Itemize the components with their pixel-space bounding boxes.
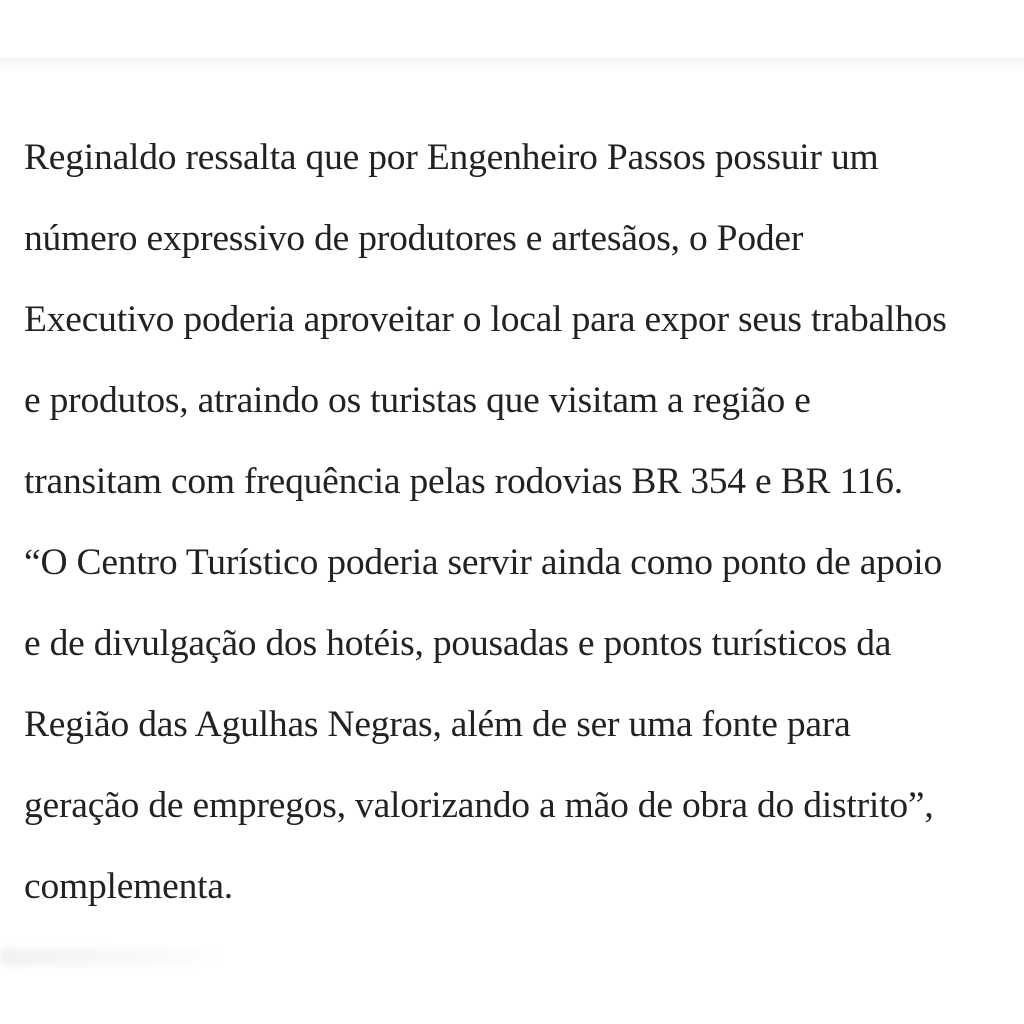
bottom-divider-shadow <box>0 948 230 966</box>
paragraph-line: complementa. <box>24 866 233 907</box>
paragraph-line: e de divulgação dos hotéis, pousadas e pontos turísticos da <box>24 623 892 664</box>
paragraph-line: “O Centro Turístico poderia servir ainda como ponto de apoio <box>24 542 943 583</box>
paragraph-line: Região das Agulhas Negras, além de ser uma fonte para <box>24 704 851 745</box>
paragraph-line: número expressivo de produtores e artesãos, o Poder <box>24 218 804 259</box>
paragraph-line: geração de empregos, valorizando a mão de obra do distrito”, <box>24 785 934 826</box>
paragraph-line: Reginaldo ressalta que por Engenheiro Passos possuir um <box>24 137 879 178</box>
article-text <box>24 124 1019 934</box>
paragraph-line: Executivo poderia aproveitar o local para expor seus trabalhos <box>24 299 947 340</box>
top-divider-shadow <box>0 58 1024 72</box>
paragraph-line: transitam com frequência pelas rodovias BR 354 e BR 116. <box>24 461 903 502</box>
paragraph-line: e produtos, atraindo os turistas que visitam a região e <box>24 380 811 421</box>
